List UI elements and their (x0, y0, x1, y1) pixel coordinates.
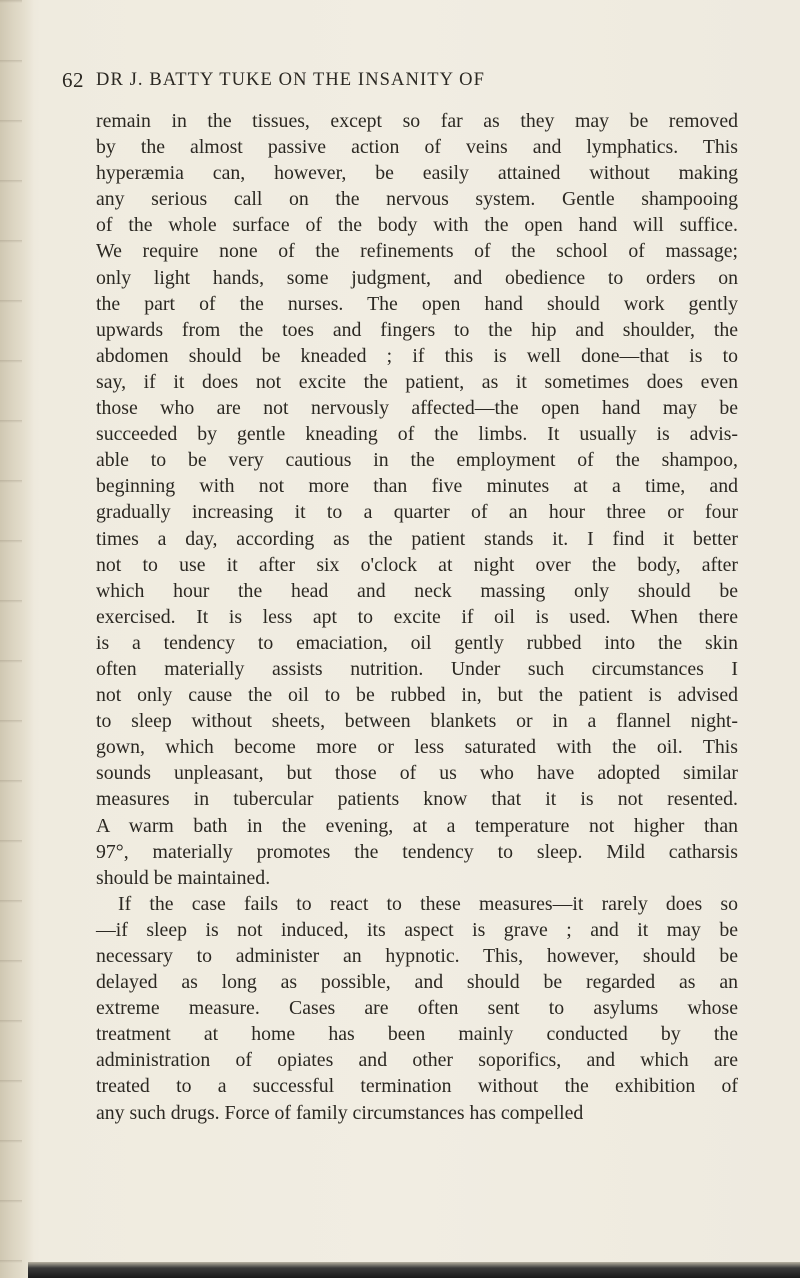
text-line: sounds unpleasant, but those of us who have adopted similar (96, 762, 738, 785)
text-line: hyperæmia can, however, be easily attained without making (96, 162, 738, 185)
text-line: treated to a successful termination without the exhibition of (96, 1075, 738, 1098)
text-line: say, if it does not excite the patient, as it sometimes does even (96, 370, 738, 393)
page-number: 62 (62, 68, 84, 92)
text-line: If the case fails to react to these measures—it rarely does so (118, 892, 738, 915)
text-line: should be maintained. (96, 866, 271, 889)
text-line: of the whole surface of the body with the open hand will suffice. (96, 214, 738, 237)
text-line: upwards from the toes and fingers to the hip and shoulder, the (96, 318, 738, 341)
text-line: treatment at home has been mainly conducted by the (96, 1023, 738, 1046)
text-line: is a tendency to emaciation, oil gently rubbed into the skin (96, 631, 738, 654)
text-line: remain in the tissues, except so far as they may be removed (96, 110, 738, 132)
text-line: which hour the head and neck massing only should be (96, 579, 738, 602)
text-line: only light hands, some judgment, and obedience to orders on (96, 266, 738, 289)
text-line: times a day, according as the patient stands it. I find it better (96, 527, 738, 550)
text-line: measures in tubercular patients know that it is not resented. (96, 788, 738, 811)
page-edge-marks (0, 0, 22, 1278)
text-line: extreme measure. Cases are often sent to asylums whose (96, 997, 738, 1020)
text-line: delayed as long as possible, and should be regarded as an (96, 971, 738, 994)
text-line: succeeded by gentle kneading of the limbs. It usually is advis- (96, 423, 738, 446)
text-line: —if sleep is not induced, its aspect is grave ; and it may be (96, 918, 738, 941)
text-line: those who are not nervously affected—the open hand may be (96, 397, 738, 420)
text-line: 97°, materially promotes the tendency to sleep. Mild catharsis (96, 840, 738, 863)
body-text (96, 108, 738, 1126)
text-line: beginning with not more than five minutes at a time, and (96, 475, 738, 498)
scan-bottom-edge (28, 1262, 800, 1278)
text-line: We require none of the refinements of the school of massage; (96, 240, 738, 263)
page-header (62, 68, 760, 98)
text-line: exercised. It is less apt to excite if oil is used. When there (96, 605, 738, 628)
text-line: to sleep without sheets, between blankets or in a flannel night- (96, 710, 738, 733)
text-line: often materially assists nutrition. Under such circumstances I (96, 657, 738, 680)
text-line: not to use it after six o'clock at night over the body, after (96, 553, 738, 576)
text-line: not only cause the oil to be rubbed in, but the patient is advised (96, 684, 738, 707)
text-line: gown, which become more or less saturated with the oil. This (96, 736, 738, 759)
text-line: A warm bath in the evening, at a temperature not higher than (96, 814, 738, 837)
text-line: the part of the nurses. The open hand should work gently (96, 292, 738, 315)
text-line: by the almost passive action of veins and lymphatics. This (96, 136, 738, 159)
text-line: administration of opiates and other soporifics, and which are (96, 1049, 738, 1072)
text-line: abdomen should be kneaded ; if this is well done—that is to (96, 344, 738, 367)
text-line: gradually increasing it to a quarter of an hour three or four (96, 501, 738, 524)
text-line: necessary to administer an hypnotic. This, however, should be (96, 945, 738, 967)
running-head: DR J. BATTY TUKE ON THE INSANITY OF (96, 70, 485, 90)
text-line: any serious call on the nervous system. Gentle shampooing (96, 188, 738, 211)
text-line: able to be very cautious in the employment of the shampoo, (96, 449, 738, 472)
text-line: any such drugs. Force of family circumstances has compelled (96, 1101, 584, 1124)
